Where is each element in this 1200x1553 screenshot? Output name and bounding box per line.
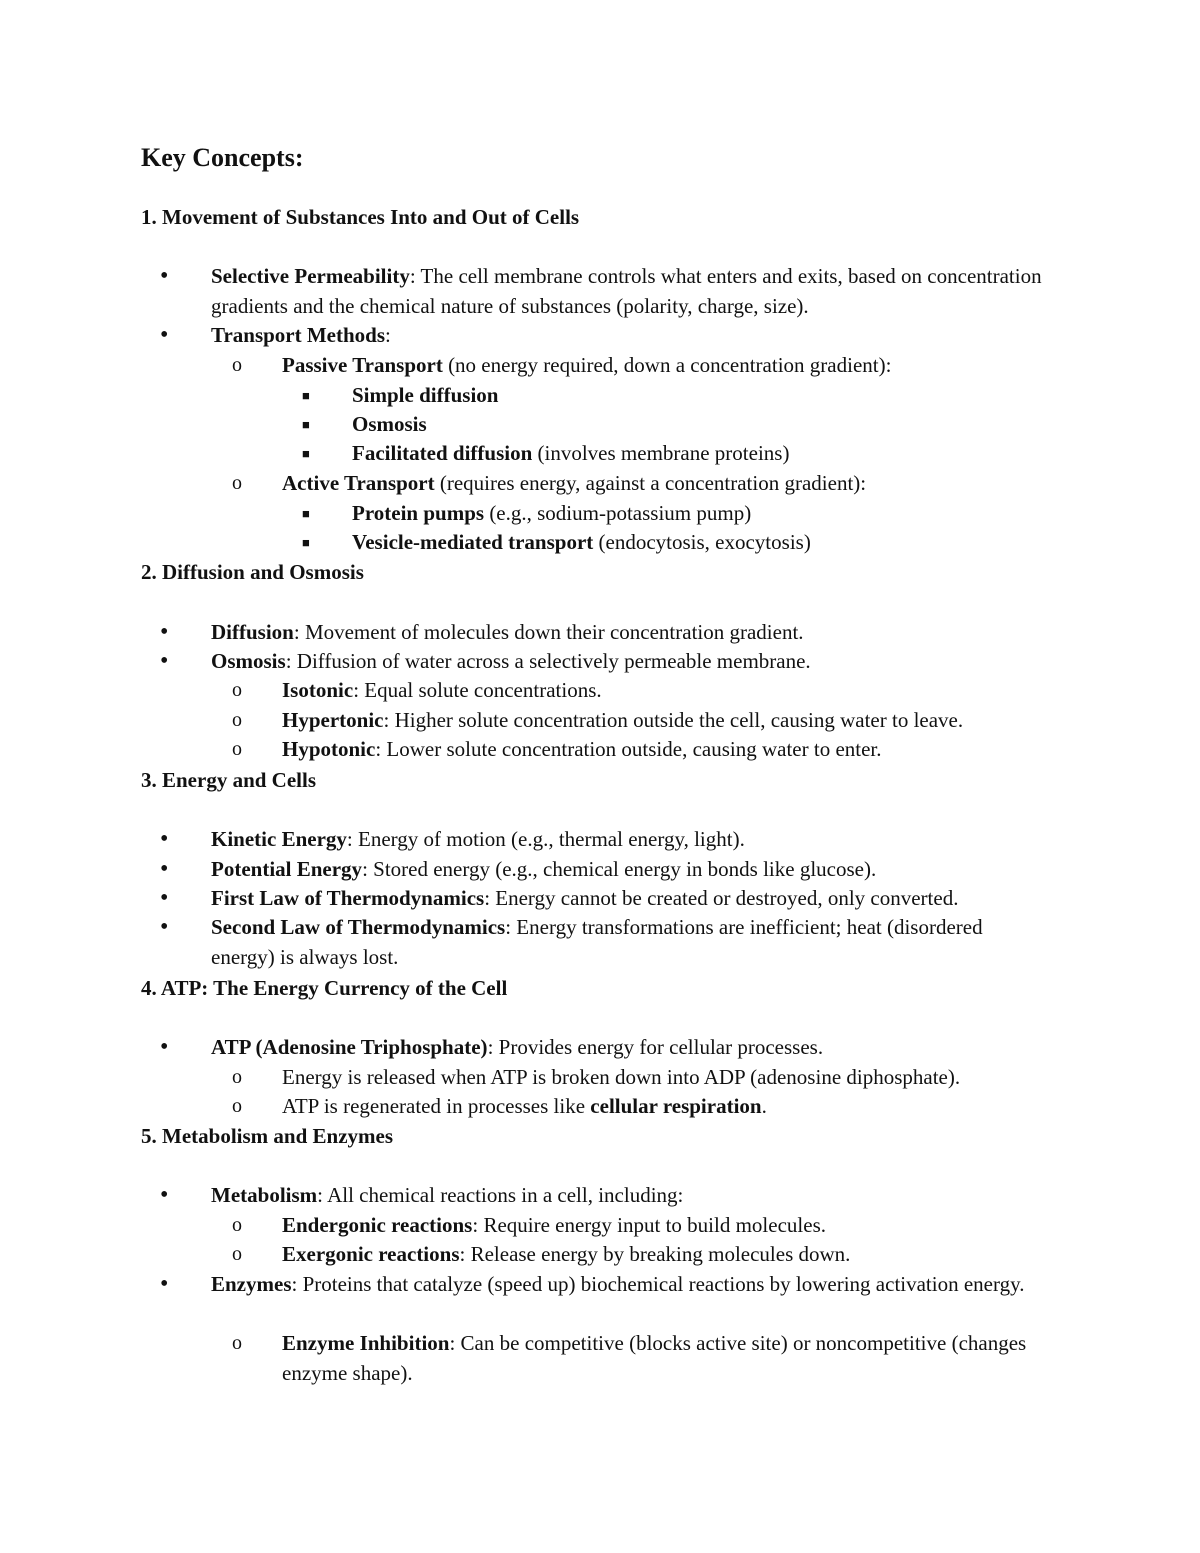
square-bullet-icon: ■ bbox=[302, 535, 310, 550]
square-bullet-icon: ■ bbox=[302, 506, 310, 521]
list-item: Endergonic reactions: Require energy input to build molecules. bbox=[282, 1213, 826, 1237]
list-item: ATP (Adenosine Triphosphate): Provides energy for cellular processes. bbox=[211, 1035, 824, 1059]
list-item: First Law of Thermodynamics: Energy cannot be created or destroyed, only converted. bbox=[211, 886, 959, 910]
circle-bullet-icon: o bbox=[232, 709, 242, 731]
bullet-icon: • bbox=[160, 1271, 169, 1297]
list-item: Enzymes: Proteins that catalyze (speed up) biochemical reactions by lowering activation energy. bbox=[211, 1272, 1025, 1296]
circle-bullet-icon: o bbox=[232, 738, 242, 760]
list-item: Potential Energy: Stored energy (e.g., chemical energy in bonds like glucose). bbox=[211, 857, 877, 881]
list-item: Metabolism: All chemical reactions in a cell, including: bbox=[211, 1183, 684, 1207]
list-item: Diffusion: Movement of molecules down their concentration gradient. bbox=[211, 620, 804, 644]
bullet-icon: • bbox=[160, 263, 169, 289]
list-item: Energy is released when ATP is broken down into ADP (adenosine diphosphate). bbox=[282, 1065, 961, 1089]
list-item: Passive Transport (no energy required, down a concentration gradient): bbox=[282, 353, 892, 377]
bullet-icon: • bbox=[160, 885, 169, 911]
page-title: Key Concepts: bbox=[141, 143, 304, 172]
square-bullet-icon: ■ bbox=[302, 446, 310, 461]
list-item: Osmosis bbox=[352, 412, 427, 436]
section-heading: 2. Diffusion and Osmosis bbox=[141, 560, 364, 584]
bullet-icon: • bbox=[160, 914, 169, 940]
bullet-icon: • bbox=[160, 619, 169, 645]
section-heading: 3. Energy and Cells bbox=[141, 768, 317, 792]
list-item: Transport Methods: bbox=[211, 323, 391, 347]
list-item: Second Law of Thermodynamics: Energy transformations are inefficient; heat (disordered energy) is always lost. bbox=[211, 915, 983, 969]
section-heading: 1. Movement of Substances Into and Out of Cells bbox=[141, 205, 580, 229]
bullet-icon: • bbox=[160, 826, 169, 852]
list-item: Kinetic Energy: Energy of motion (e.g., thermal energy, light). bbox=[211, 827, 745, 851]
list-item: ATP is regenerated in processes like cellular respiration. bbox=[282, 1094, 767, 1118]
list-item: Exergonic reactions: Release energy by breaking molecules down. bbox=[282, 1242, 851, 1266]
circle-bullet-icon: o bbox=[232, 1214, 242, 1236]
list-item: Protein pumps (e.g., sodium-potassium pump) bbox=[352, 501, 752, 525]
list-item: Osmosis: Diffusion of water across a selectively permeable membrane. bbox=[211, 649, 811, 673]
circle-bullet-icon: o bbox=[232, 1095, 242, 1117]
list-item: Hypotonic: Lower solute concentration outside, causing water to enter. bbox=[282, 737, 882, 761]
circle-bullet-icon: o bbox=[232, 679, 242, 701]
section-heading: 5. Metabolism and Enzymes bbox=[141, 1124, 393, 1148]
list-item: Isotonic: Equal solute concentrations. bbox=[282, 678, 602, 702]
bullet-icon: • bbox=[160, 1034, 169, 1060]
square-bullet-icon: ■ bbox=[302, 417, 310, 432]
list-item: Selective Permeability: The cell membrane controls what enters and exits, based on concentration gradients and the chemical nature of substances (polarity, charge, size). bbox=[211, 264, 1042, 318]
section-heading: 4. ATP: The Energy Currency of the Cell bbox=[141, 976, 508, 1000]
list-item: Hypertonic: Higher solute concentration outside the cell, causing water to leave. bbox=[282, 708, 964, 732]
circle-bullet-icon: o bbox=[232, 1332, 242, 1354]
list-item: Simple diffusion bbox=[352, 383, 499, 407]
bullet-icon: • bbox=[160, 1182, 169, 1208]
circle-bullet-icon: o bbox=[232, 354, 242, 376]
list-item: Enzyme Inhibition: Can be competitive (blocks active site) or noncompetitive (changes enzyme shape). bbox=[282, 1331, 1027, 1385]
circle-bullet-icon: o bbox=[232, 472, 242, 494]
square-bullet-icon: ■ bbox=[302, 388, 310, 403]
bullet-icon: • bbox=[160, 648, 169, 674]
list-item: Facilitated diffusion (involves membrane proteins) bbox=[352, 441, 790, 465]
circle-bullet-icon: o bbox=[232, 1066, 242, 1088]
list-item: Active Transport (requires energy, against a concentration gradient): bbox=[282, 471, 867, 495]
bullet-icon: • bbox=[160, 856, 169, 882]
circle-bullet-icon: o bbox=[232, 1243, 242, 1265]
list-item: Vesicle-mediated transport (endocytosis, exocytosis) bbox=[352, 530, 811, 554]
bullet-icon: • bbox=[160, 322, 169, 348]
